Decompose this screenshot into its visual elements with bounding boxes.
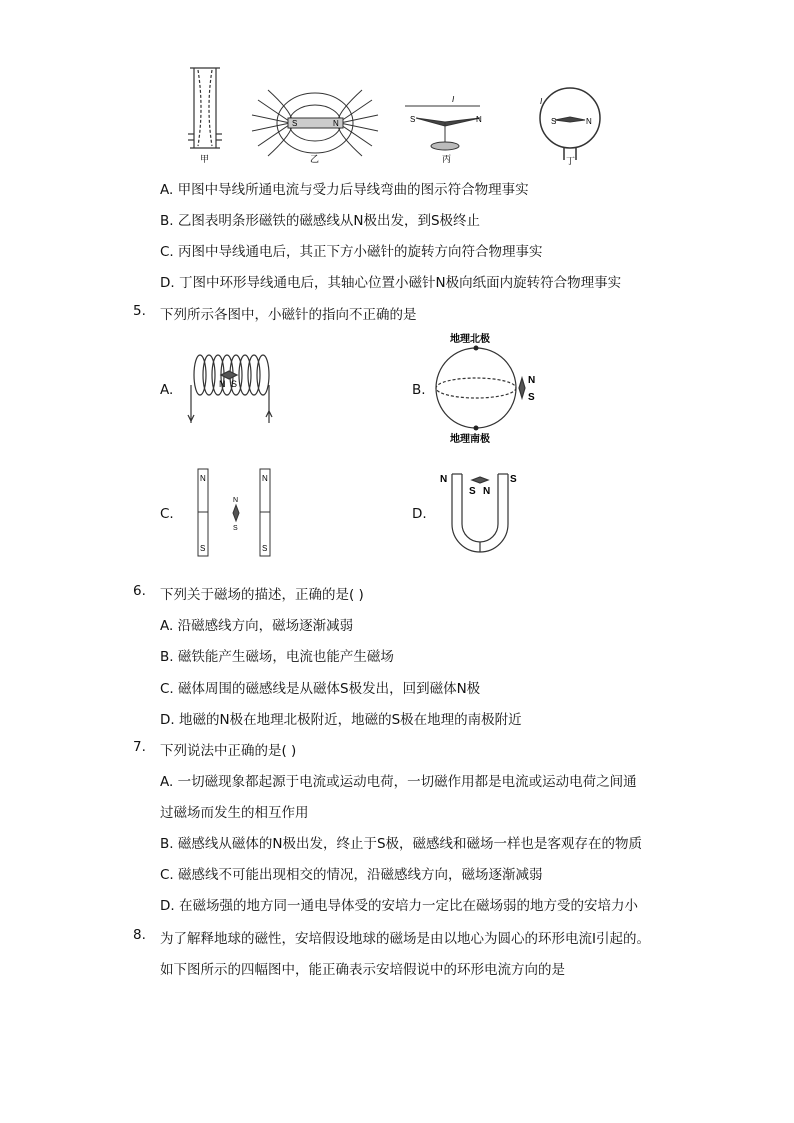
figure-ding-n-label: N [586, 117, 592, 126]
q8-number: 8. [133, 927, 146, 943]
q7-stem: 下列说法中正确的是( ) [160, 743, 297, 759]
middle-needle-n: N [233, 497, 239, 504]
q6-option-c: C. 磁体周围的磁感线是从磁体S极发出，回到磁体N极 [160, 681, 481, 697]
q8-stem-line2: 如下图所示的四幅图中，能正确表示安培假说中的环形电流方向的是 [160, 962, 565, 978]
globe-north-label: 地理北极 [450, 334, 490, 345]
right-bar-n: N [262, 474, 268, 483]
figure-jia [188, 68, 222, 148]
q4-option-a: A. 甲图中导线所通电流与受力后导线弯曲的图示符合物理事实 [160, 182, 529, 198]
middle-needle-s: S [233, 525, 238, 532]
solenoid-needle-n: N [219, 379, 226, 389]
figure-jia-label: 甲 [200, 154, 210, 164]
figure-bing-n-label: N [476, 115, 482, 124]
q6-number: 6. [133, 583, 146, 599]
left-bar-n: N [200, 474, 206, 483]
q8-stem-line1: 为了解释地球的磁性，安培假设地球的磁场是由以地心为圆心的环形电流I引起的。 [160, 931, 650, 947]
u-magnet-s: S [510, 474, 517, 485]
figure-bing-s-label: S [410, 115, 416, 124]
globe-north-point [474, 346, 479, 351]
q4-option-c: C. 丙图中导线通电后，其正下方小磁针的旋转方向符合物理事实 [160, 244, 543, 260]
q6-stem: 下列关于磁场的描述，正确的是( ) [160, 587, 364, 603]
globe-south-point [474, 426, 479, 431]
u-needle-s: S [469, 486, 476, 497]
q7-number: 7. [133, 739, 146, 755]
q6-option-b: B. 磁铁能产生磁场，电流也能产生磁场 [160, 649, 394, 665]
q7-option-a-continued: 过磁场而发生的相互作用 [160, 805, 309, 821]
q7-option-d: D. 在磁场强的地方同一通电导体受的安培力一定比在磁场弱的地方受的安培力小 [160, 898, 638, 914]
q5-choice-d-label: D. [412, 506, 427, 522]
figure-ding-s-label: S [551, 117, 557, 126]
q5-choice-c-label: C. [160, 506, 174, 522]
left-bar-s: S [200, 544, 206, 553]
q6-option-a: A. 沿磁感线方向，磁场逐渐减弱 [160, 618, 354, 634]
q5-number: 5. [133, 303, 146, 319]
figure-bing-label: 丙 [442, 154, 452, 164]
q7-option-c: C. 磁感线不可能出现相交的情况，沿磁感线方向，磁场逐渐减弱 [160, 867, 543, 883]
solenoid-needle-s: S [231, 379, 238, 389]
q6-option-d: D. 地磁的N极在地理北极附近，地磁的S极在地理的南极附近 [160, 712, 522, 728]
right-bar-s: S [262, 544, 268, 553]
q7-option-b: B. 磁感线从磁体的N极出发，终止于S极，磁感线和磁场一样也是客观存在的物质 [160, 836, 643, 852]
figure-ding-current-label: I [540, 97, 543, 106]
q4-option-b: B. 乙图表明条形磁铁的磁感线从N极出发，到S极终止 [160, 213, 481, 229]
q5-choice-b-label: B. [412, 382, 426, 398]
q7-option-a: A. 一切磁现象都起源于电流或运动电荷，一切磁作用都是电流或运动电荷之间通 [160, 774, 637, 790]
bar-magnet-n-label: N [333, 119, 339, 128]
u-magnet-n: N [440, 474, 448, 485]
figure-ding-label: 丁 [566, 156, 576, 166]
q4-option-d: D. 丁图中环形导线通电后，其轴心位置小磁针N极向纸面内旋转符合物理事实 [160, 275, 622, 291]
q5-figure-b-globe [428, 330, 548, 445]
globe-south-label: 地理南极 [450, 434, 490, 445]
figure-yi-label: 乙 [310, 154, 320, 164]
q5-figure-c-bar-magnets [190, 465, 280, 560]
globe-needle-s: S [528, 392, 535, 403]
q4-figure-strip [180, 60, 620, 170]
q5-choice-a-label: A. [160, 382, 174, 398]
globe-needle-n: N [528, 375, 536, 386]
u-needle-n: N [483, 486, 491, 497]
q5-figure-d-u-magnet [438, 468, 523, 560]
figure-bing-current-label: I [452, 95, 455, 104]
figure-bing [405, 106, 480, 150]
q5-stem: 下列所示各图中，小磁针的指向不正确的是 [160, 307, 417, 323]
bar-magnet-s-label: S [292, 119, 298, 128]
q5-figure-a-solenoid [185, 345, 280, 425]
